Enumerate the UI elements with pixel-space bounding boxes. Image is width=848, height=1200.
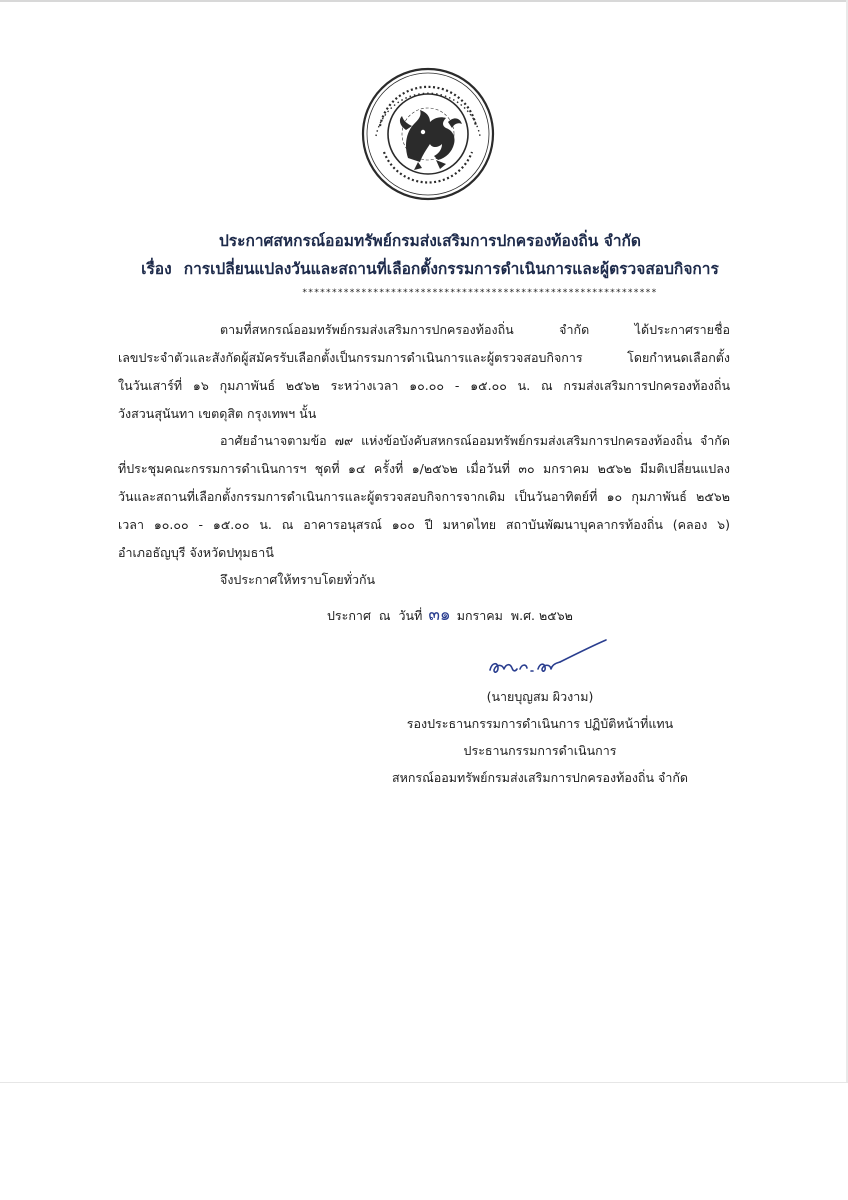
paragraph-2-line-5: อำเภอธัญบุรี จังหวัดปทุมธานี	[118, 545, 274, 560]
announcement-title: ประกาศสหกรณ์ออมทรัพย์กรมส่งเสริมการปกครองท้องถิ่น จำกัด	[218, 232, 642, 250]
date-label: วันที่	[398, 608, 423, 623]
signatory-position-1: รองประธานกรรมการดำเนินการ ปฏิบัติหน้าที่แทน	[406, 716, 674, 731]
signatory-position-2: ประธานกรรมการดำเนินการ	[463, 743, 617, 758]
date-year: ๒๕๖๒	[539, 608, 573, 623]
paragraph-2-line-4: เวลา ๑๐.๐๐ - ๑๕.๐๐ น. ณ อาคารอนุสรณ์ ๑๐๐ ปี มหาดไทย สถาบันพัฒนาบุคลากรท้องถิ่น (คลอง ๖)	[118, 517, 730, 532]
page-top-edge	[0, 0, 848, 2]
subject-text: การเปลี่ยนแปลงวันและสถานที่เลือกตั้งกรรมการดำเนินการและผู้ตรวจสอบกิจการ	[183, 260, 719, 278]
paragraph-1-line-2: เลขประจำตัวและสังกัดผู้สมัครรับเลือกตั้งเป็นกรรมการดำเนินการและผู้ตรวจสอบกิจการ โดยกำหนดเลือกตั้ง	[118, 350, 730, 365]
handwritten-day: ๓๑	[428, 605, 451, 625]
paragraph-2-line-2: ที่ประชุมคณะกรรมการดำเนินการฯ ชุดที่ ๑๔ ครั้งที่ ๑/๒๕๖๒ เมื่อวันที่ ๓๐ มกราคม ๒๕๖๒ มีมติเปลี่ยนแปลง	[118, 461, 730, 476]
paragraph-1-line-3: ในวันเสาร์ที่ ๑๖ กุมภาพันธ์ ๒๕๖๒ ระหว่างเวลา ๑๐.๐๐ - ๑๕.๐๐ น. ณ กรมส่งเสริมการปกครองท้องถิ่น	[118, 378, 730, 393]
handwritten-signature	[484, 636, 614, 686]
declaration-at: ณ	[378, 608, 391, 623]
paragraph-1-line-4: วังสวนสุนันทา เขตดุสิต กรุงเทพฯ นั้น	[118, 406, 317, 421]
page-bottom-edge	[0, 1082, 848, 1083]
declaration-date	[327, 604, 573, 627]
closing-statement: จึงประกาศให้ทราบโดยทั่วกัน	[220, 572, 376, 587]
paragraph-2-line-1: อาศัยอำนาจตามข้อ ๗๙ แห่งข้อบังคับสหกรณ์ออมทรัพย์กรมส่งเสริมการปกครองท้องถิ่น จำกัด	[220, 433, 730, 448]
title-divider: ************************************************************	[302, 288, 658, 298]
date-month: มกราคม	[456, 608, 503, 623]
paragraph-2-line-3: วันและสถานที่เลือกตั้งกรรมการดำเนินการและผู้ตรวจสอบกิจการจากเดิม เป็นวันอาทิตย์ที่ ๑๐ กุมภาพันธ์ ๒๕๖๒	[118, 489, 730, 504]
signatory-name: (นายบุญสม ผิวงาม)	[486, 689, 594, 704]
subject-label: เรื่อง	[141, 260, 172, 278]
signatory-organization: สหกรณ์ออมทรัพย์กรมส่งเสริมการปกครองท้องถิ่น จำกัด	[391, 770, 689, 785]
declaration-prefix: ประกาศ	[327, 608, 371, 623]
announcement-subject-line	[100, 256, 760, 281]
paragraph-1-line-1: ตามที่สหกรณ์ออมทรัพย์กรมส่งเสริมการปกครองท้องถิ่น จำกัด ได้ประกาศรายชื่อ	[220, 322, 730, 337]
year-label: พ.ศ.	[510, 608, 536, 623]
cooperative-seal-logo	[360, 66, 496, 202]
